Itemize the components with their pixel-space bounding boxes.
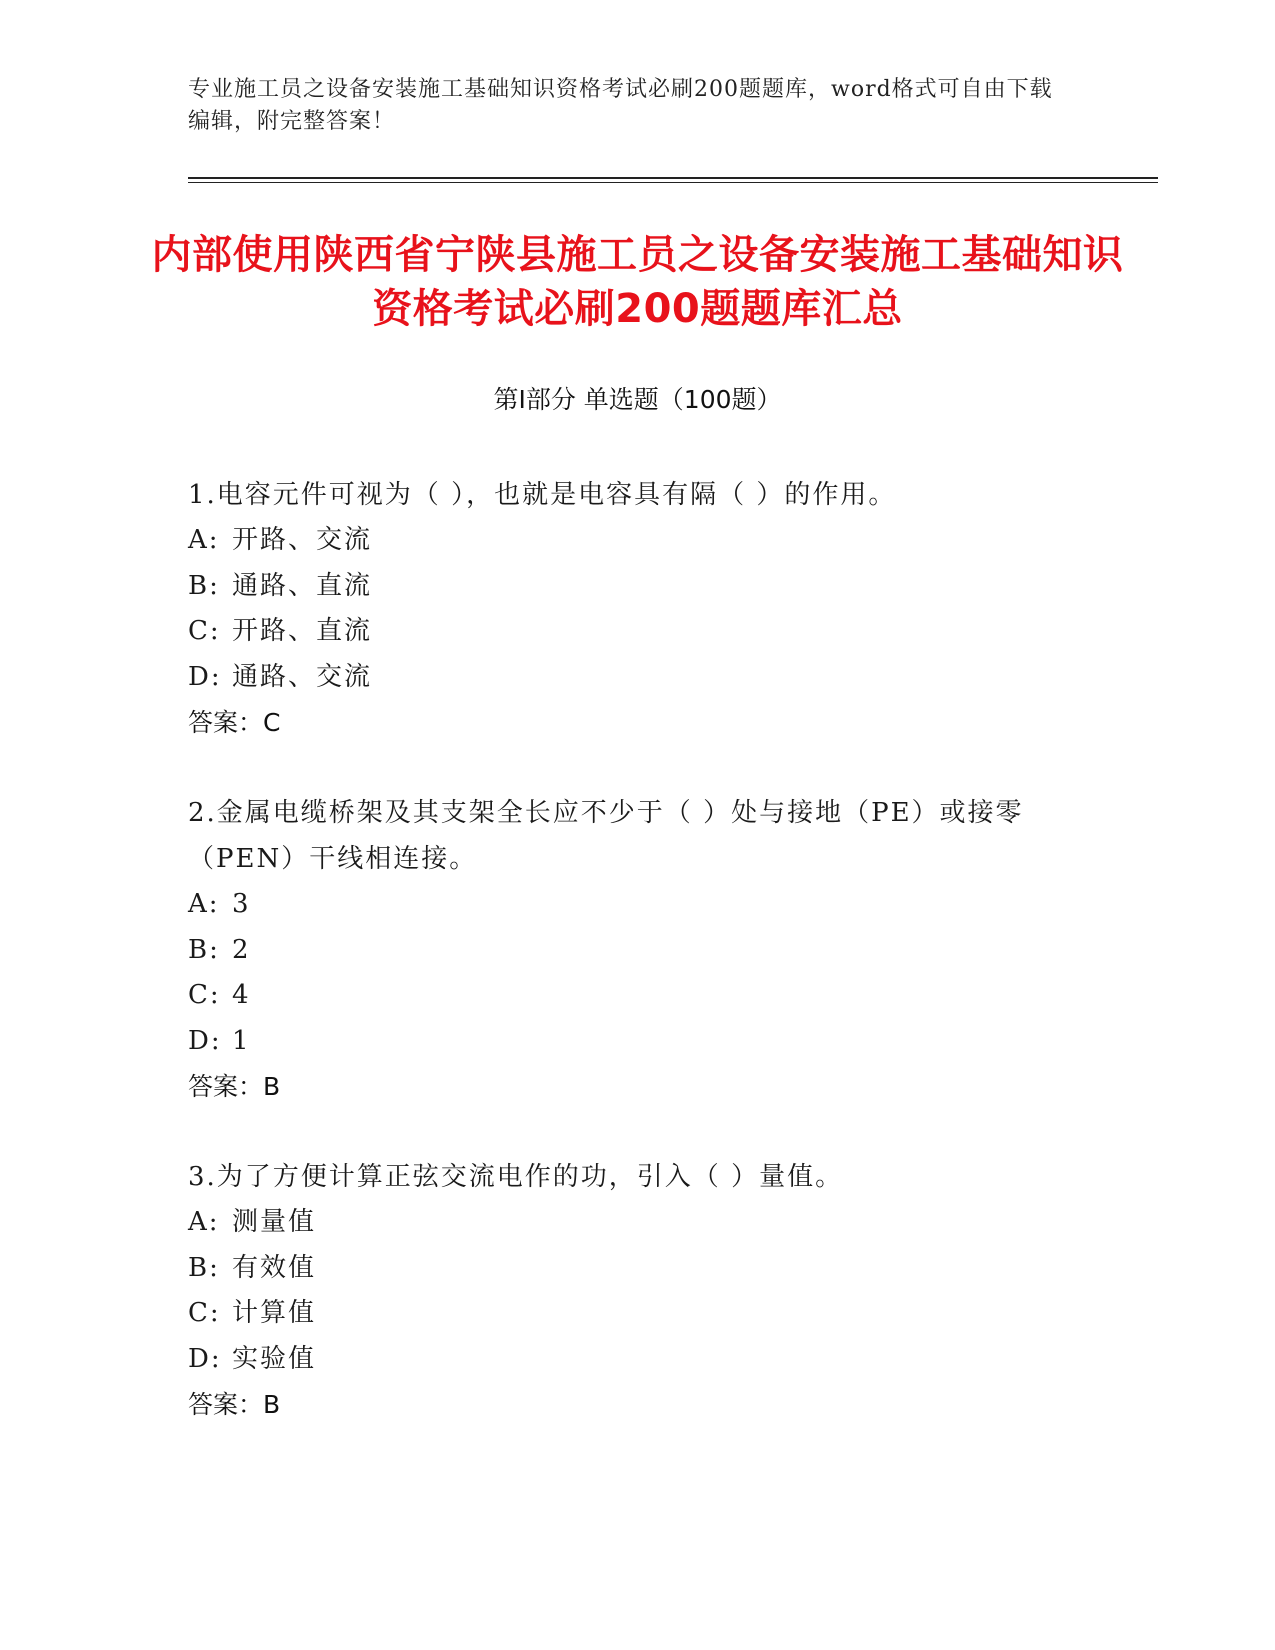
option-text: 实验值: [232, 1343, 317, 1374]
option-text: 4: [232, 980, 251, 1010]
question-stem: 1.电容元件可视为（ ），也就是电容具有隔（ ）的作用。: [188, 480, 897, 510]
option-text: 计算值: [232, 1298, 317, 1328]
option-c: [188, 1291, 1088, 1337]
option-c: [188, 609, 1088, 655]
option-a: [188, 518, 1088, 564]
header-rule-thick: [188, 177, 1158, 179]
option-key: A:: [188, 525, 220, 555]
option-text: 通路、直流: [232, 570, 373, 601]
option-c: [188, 973, 1088, 1019]
section-title: 第Ⅰ部分 单选题（100题）: [493, 385, 782, 414]
option-text: 开路、交流: [232, 525, 373, 555]
option-b: [188, 928, 1088, 974]
option-d: [188, 1337, 1088, 1383]
question-3: [188, 1154, 1088, 1428]
option-key: B:: [188, 934, 220, 965]
option-text: 测量值: [232, 1207, 317, 1237]
question-list: [188, 472, 1088, 1472]
option-key: C:: [188, 1298, 221, 1328]
option-text: 开路、直流: [232, 616, 373, 646]
option-key: C:: [188, 616, 221, 646]
option-text: 2: [232, 934, 251, 965]
answer: 答案：B: [188, 1072, 281, 1101]
header-note: 专业施工员之设备安装施工基础知识资格考试必刷200题题库，word格式可自由下载编辑，附完整答案！: [188, 77, 1053, 134]
option-b: [188, 1246, 1088, 1292]
document-title: 内部使用陕西省宁陕县施工员之设备安装施工基础知识资格考试必刷200题题库汇总: [151, 232, 1124, 332]
option-key: A:: [188, 889, 220, 919]
answer: 答案：C: [188, 708, 281, 737]
option-key: A:: [188, 1207, 220, 1237]
question-1: [188, 472, 1088, 746]
option-key: B:: [188, 570, 220, 601]
question-stem: 2.金属电缆桥架及其支架全长应不少于（ ）处与接地（PE）或接零（PEN）干线相连接。: [188, 798, 1024, 874]
question-stem: 3.为了方便计算正弦交流电作的功，引入（ ）量值。: [188, 1162, 844, 1192]
option-a: [188, 882, 1088, 928]
answer: 答案：B: [188, 1390, 281, 1419]
option-text: 有效值: [232, 1252, 317, 1283]
option-text: 3: [232, 889, 251, 919]
option-d: [188, 655, 1088, 701]
option-a: [188, 1200, 1088, 1246]
option-d: [188, 1019, 1088, 1065]
option-key: D:: [188, 1025, 222, 1056]
option-b: [188, 564, 1088, 610]
option-key: D:: [188, 1343, 222, 1374]
option-key: B:: [188, 1252, 220, 1283]
question-2: [188, 790, 1088, 1110]
header-rule-thin: [188, 182, 1158, 183]
option-text: 1: [232, 1025, 251, 1056]
option-key: D:: [188, 661, 222, 692]
option-text: 通路、交流: [232, 661, 373, 692]
option-key: C:: [188, 980, 221, 1010]
